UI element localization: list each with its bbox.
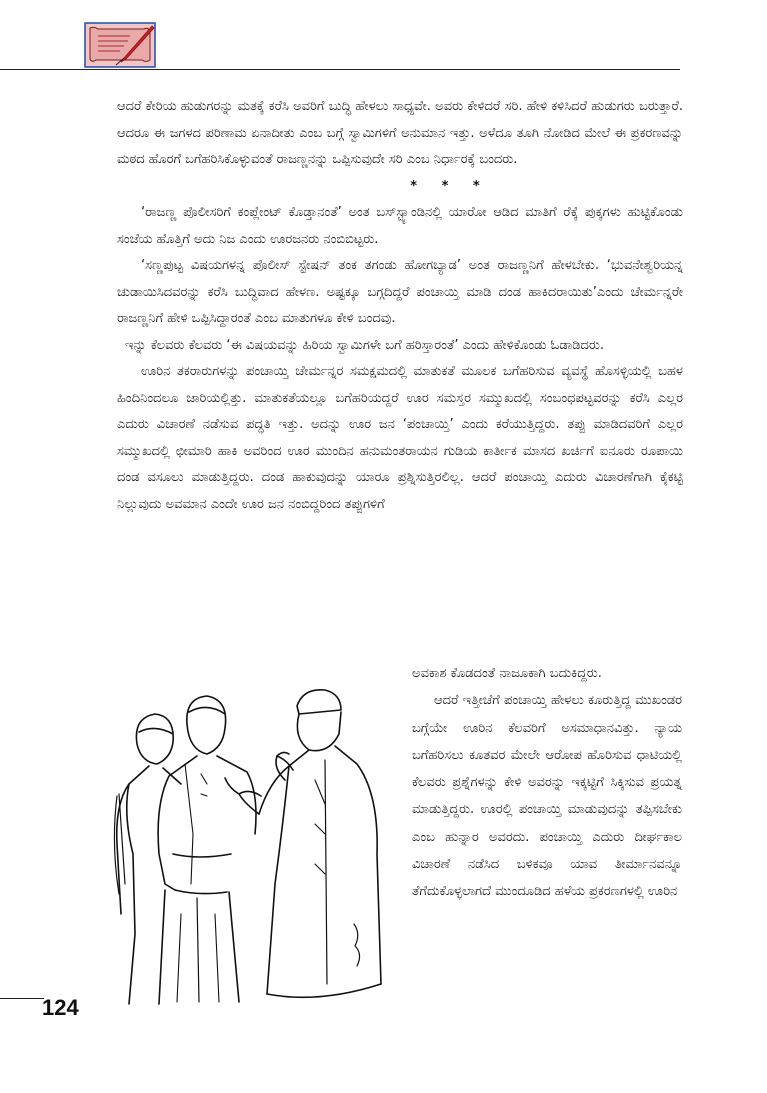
paragraph: ಆದರೆ ಇತ್ತೀಚೆಗೆ ಪಂಚಾಯ್ತಿ ಹೇಳಲು ಕೂರುತ್ತಿದ್ದ ಮುಖಂಡರ ಬಗ್ಗೆಯೇ ಊರಿನ ಕೆಲವರಿಗೆ ಅಸಮಾಧಾನವಿತ್ತು. ನ್ಯಾಯ ಬಗೆಹರಿಸಲು ಕೂತವರ ಮೇಲೇ ಆರೋಪ ಹೊರಿಸುವ ಧಾಟಿಯಲ್ಲಿ ಕೆಲವರು ಪ್ರಶ್ನೆಗಳನ್ನು ಕೇಳಿ ಅವರನ್ನು ಇಕ್ಕಟ್ಟಿಗೆ ಸಿಕ್ಕಿಸುವ ಪ್ರಯತ್ನ ಮಾಡುತ್ತಿದ್ದರು. ಊರಲ್ಲಿ ಪಂಚಾಯ್ತಿ ಮಾಡುವುದನ್ನು ತಪ್ಪಿಸಬೇಕು ಎಂಬ ಹುನ್ನಾರ ಅವರದು. ಪಂಚಾಯ್ತಿ ಎದುರು ದೀರ್ಘಕಾಲ ವಿಚಾರಣೆ ನಡೆಸಿದ ಬಳಿಕವೂ ಯಾವ ತೀರ್ಮಾನವನ್ನೂ ತೆಗೆದುಕೊಳ್ಳಲಾಗದೆ ಮುಂದೂಡಿದ ಹಳೆಯ ಪ್ರಕರಣಗಳಲ್ಲಿ ಊರಿನ [412,693,682,900]
footer-rule [0,998,44,999]
three-men-sketch-icon [89,684,394,1022]
paragraph: ‘ರಾಜಣ್ಣ ಪೊಲೀಸರಿಗೆ ಕಂಪ್ಲೇಂಟ್ ಕೊಡ್ತಾನಂತೆ’ ಅಂತ ಬಸ್‌ಸ್ಟ್ಯಾಂಡಿನಲ್ಲಿ ಯಾರೋ ಆಡಿದ ಮಾತಿಗೆ ರೆಕ್ಕೆ ಪುಕ್ಕಗಳು ಹುಟ್ಟಿಕೊಂಡು ಸಂಜೆಯ ಹೊತ್ತಿಗೆ ಅದು ನಿಜ ಎಂದು ಊರಜನರು ನಂಬಿಬಿಟ್ಟರು. [117,205,683,247]
paragraph-continuation: ಅವಕಾಶ ಕೊಡದಂತೆ ನಾಜೂಕಾಗಿ ಬದುಕಿದ್ದರು. [412,666,602,681]
paragraph: ಊರಿನ ತಕರಾರುಗಳನ್ನು ಪಂಚಾಯ್ತಿ ಚೇರ್ಮನ್ನರ ಸಮಕ್ಷಮದಲ್ಲಿ ಮಾತುಕತೆ ಮೂಲಕ ಬಗೆಹರಿಸುವ ವ್ಯವಸ್ಥೆ ಹೊಸಳ್ಳಿಯಲ್ಲಿ ಬಹಳ ಹಿಂದಿನಿಂದಲೂ ಜಾರಿಯಲ್ಲಿತ್ತು. ಮಾತುಕತೆಯಲ್ಲೂ ಬಗೆಹರಿಯದ್ದರೆ ಊರ ಸಮಸ್ತರ ಸಮ್ಮುಖದಲ್ಲಿ ಸಂಬಂಧಪಟ್ಟವರನ್ನು ಕರೆಸಿ ಎಲ್ಲರ ಎದುರು ವಿಚಾರಣೆ ನಡೆಸುವ ಪದ್ಧತಿ ಇತ್ತು. ಅದನ್ನು ಊರ ಜನ ‘ಪಂಚಾಯ್ತಿ’ ಎಂದು ಕರೆಯುತ್ತಿದ್ದರು. ತಪ್ಪು ಮಾಡಿದವರಿಗೆ ಎಲ್ಲರ ಸಮ್ಮುಖದಲ್ಲಿ ಛೀಮಾರಿ ಹಾಕಿ ಅವರಿಂದ ಊರ ಮುಂದಿನ ಹನುಮಂತರಾಯನ ಗುಡಿಯ ಕಾರ್ತೀಕ ಮಾಸದ ಖರ್ಚಿಗೆ ಐನೂರು ರೂಪಾಯಿ ದಂಡ ವಸೂಲು ಮಾಡುತ್ತಿದ್ದರು. ದಂಡ ಹಾಕುವುದನ್ನು ಯಾರೂ ಪ್ರಶ್ನಿಸುತ್ತಿರಲಿಲ್ಲ. ಆದರೆ ಪಂಚಾಯ್ತಿ ಎದುರು ವಿಚಾರಣೆಗಾಗಿ ಕೈಕಟ್ಟಿ ನಿಲ್ಲುವುದು ಅವಮಾನ ಎಂದೇ ಊರ ಜನ ನಂಬಿದ್ದರಿಂದ ತಪ್ಪುಗಳಿಗೆ [117,364,683,512]
scroll-quill-logo-icon [84,22,156,68]
paragraph: ಇನ್ನು ಕೆಲವರು ಕೆಲವರು ‘ಈ ವಿಷಯವನ್ನು ಹಿರಿಯ ಸ್ವಾಮಿಗಳೇ ಬಗೆ ಹರಿಸ್ತಾರಂತೆ’ ಎಂದು ಹೇಳಿಕೊಂಡು ಓಡಾಡಿದರು. [125,337,605,353]
paragraph: ಆದರೆ ಕೇರಿಯ ಹುಡುಗರನ್ನು ಮತಕ್ಕೆ ಕರೆಸಿ ಅವರಿಗೆ ಬುದ್ಧಿ ಹೇಳಲು ಸಾಧ್ಯವೇ. ಅವರು ಕೇಳಿದರೆ ಸರಿ. ಹೇಳಿ ಕಳಿಸಿದರೆ ಹುಡುಗರು ಬರುತ್ತಾರೆ. ಆದರೂ ಈ ಜಗಳದ ಪರಿಣಾಮ ಏನಾದೀತು ಎಂಬ ಬಗ್ಗೆ ಸ್ವಾಮಿಗಳಿಗೆ ಅನುಮಾನ ಇತ್ತು. ಅಳೆದೂ ತೂಗಿ ನೋಡಿದ ಮೇಲೆ ಈ ಪ್ರಕರಣವನ್ನು ಮಠದ ಹೊರಗೆ ಬಗೆಹರಿಸಿಕೊಳ್ಳುವಂತೆ ರಾಜಣ್ಣನನ್ನು ಒಪ್ಪಿಸುವುದೇ ಸರಿ ಎಂಬ ನಿರ್ಧಾರಕ್ಕೆ ಬಂದರು. [117,99,683,167]
section-break: * * * [410,178,490,194]
page-number: 124 [42,995,79,1020]
header-rule [0,69,680,70]
wrapped-text-column [412,660,682,906]
body-text [117,94,683,518]
paragraph: ‘ಸಣ್ಣಪುಟ್ಟ ವಿಷಯಗಳನ್ನ ಪೊಲೀಸ್ ಸ್ಟೇಷನ್ ತಂಕ ತಗಂಡು ಹೋಗಬ್ಯಾಡ’ ಅಂತ ರಾಜಣ್ಣನಿಗೆ ಹೇಳಬೇಕು. ‘ಭುವನೇಶ್ವರಿಯನ್ನ ಚುಡಾಯಿಸಿದವರನ್ನು ಕರೆಸಿ ಬುದ್ಧಿವಾದ ಹೇಳಣ. ಅಷ್ಟಕ್ಕೂ ಬಗ್ಗದಿದ್ದರೆ ಪಂಚಾಯ್ತಿ ಮಾಡಿ ದಂಡ ಹಾಕಿದರಾಯಿತು’ಎಂದು ಚೇರ್ಮನ್ನರೇ ರಾಜಣ್ಣನಿಗೆ ಹೇಳಿ ಒಪ್ಪಿಸಿದ್ದಾರಂತೆ ಎಂಬ ಮಾತುಗಳೂ ಕೇಳಿ ಬಂದವು. [117,258,683,326]
